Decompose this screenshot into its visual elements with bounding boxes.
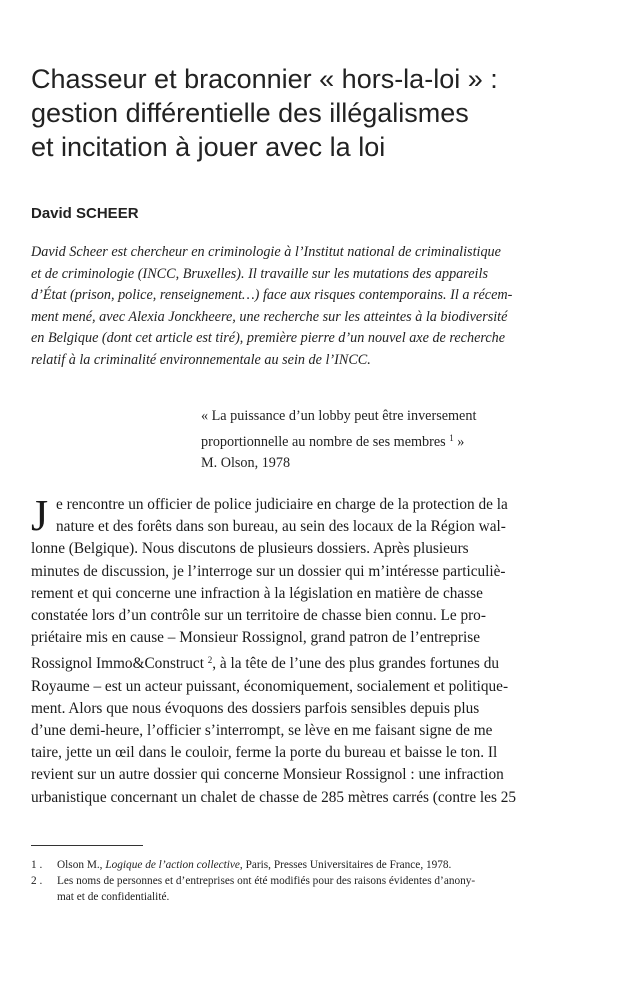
bio-line: David Scheer est chercheur en criminologie à l’Institut national de criminalistique (31, 244, 501, 260)
bio-line: d’État (prison, police, renseignement…) face aux risques contemporains. Il a récem- (31, 287, 513, 304)
title-line: gestion différentielle des illégalismes (31, 98, 469, 128)
footnote-publisher: , Paris, Presses Universitaires de France, 1978. (239, 859, 452, 871)
footnotes (31, 857, 601, 905)
footnote-author: Olson M., (57, 859, 106, 871)
title-line: Chasseur et braconnier « hors-la-loi » : (31, 64, 498, 94)
article-page (31, 0, 601, 991)
body-paragraph (31, 491, 601, 809)
body-line: e rencontre un officier de police judiciaire en charge de la protection de la (56, 496, 508, 513)
article-title (31, 62, 601, 164)
footnote-1 (31, 857, 601, 873)
epigraph (201, 406, 601, 475)
body-line: taire, jette un œil dans le couloir, ferme la porte du bureau et baisse le ton. Il (31, 744, 498, 762)
footnote-book-title: Logique de l’action collective (105, 859, 240, 871)
author-bio (31, 242, 601, 372)
body-line: lonne (Belgique). Nous discutons de plusieurs dossiers. Après plusieurs (31, 540, 469, 558)
body-line: priétaire mis en cause – Monsieur Rossignol, grand patron de l’entreprise (31, 629, 481, 647)
drop-cap: J (31, 491, 49, 540)
body-line: rement et qui concerne une infraction à la législation en matière de chasse (31, 584, 483, 602)
title-line: et incitation à jouer avec la loi (31, 132, 386, 162)
epigraph-close: » (453, 433, 465, 450)
epigraph-source: M. Olson, 1978 (201, 455, 291, 471)
footnote-2 (31, 873, 601, 905)
body-line: Royaume – est un acteur puissant, économiquement, socialement et politique- (31, 677, 509, 695)
epigraph-text: proportionnelle au nombre de ses membres (201, 433, 446, 450)
footnote-number: 2 . (31, 875, 43, 887)
body-text-segment: Rossignol Immo&Construct (31, 655, 204, 673)
footnote-text: Les noms de personnes et d’entreprises ont été modifiés pour des raisons évidentes d’anony- (57, 875, 476, 887)
body-line: minutes de discussion, je l’interroge sur un dossier qui m’intéresse particuliè- (31, 562, 506, 580)
body-line: urbanistique concernant un chalet de chasse de 285 mètres carrés (contre les 25 (31, 788, 517, 806)
body-line: ment. Alors que nous évoquons des dossiers parfois sensibles depuis plus (31, 699, 480, 717)
footnote-text: mat et de confidentialité. (57, 891, 170, 903)
footnote-ref[interactable]: 2 (207, 655, 213, 666)
footnote-text (57, 857, 601, 873)
bio-line: relatif à la criminalité environnementale au sein de l’INCC. (31, 351, 371, 368)
footnote-number: 1 . (31, 859, 43, 871)
footnote-ref[interactable]: 1 (449, 432, 454, 443)
body-line: constatée lors d’un contrôle sur un territoire de chasse bien connu. Le pro- (31, 607, 486, 625)
body-line: nature et des forêts dans son bureau, au sein des locaux de la Région wal- (56, 518, 506, 536)
body-line: revient sur un autre dossier qui concerne Monsieur Rossignol : une infraction (31, 766, 504, 784)
body-text-segment: , à la tête de l’une des plus grandes fortunes du (212, 655, 500, 673)
bio-line: et de criminologie (INCC, Bruxelles). Il travaille sur les mutations des appareils (31, 265, 488, 282)
author-name: David SCHEER (31, 205, 139, 222)
body-line (31, 649, 601, 675)
bio-line: ment mené, avec Alexia Jonckheere, une recherche sur les atteintes à la biodiversité (31, 308, 508, 325)
epigraph-line (201, 428, 601, 454)
epigraph-line: « La puissance d’un lobby peut être inversement (201, 408, 477, 424)
footnote-divider (31, 845, 143, 846)
bio-line: en Belgique (dont cet article est tiré), première pierre d’un nouvel axe de recherche (31, 330, 506, 347)
body-line: d’une demi-heure, l’officier s’interrompt, se lève en me faisant signe de me (31, 722, 493, 740)
